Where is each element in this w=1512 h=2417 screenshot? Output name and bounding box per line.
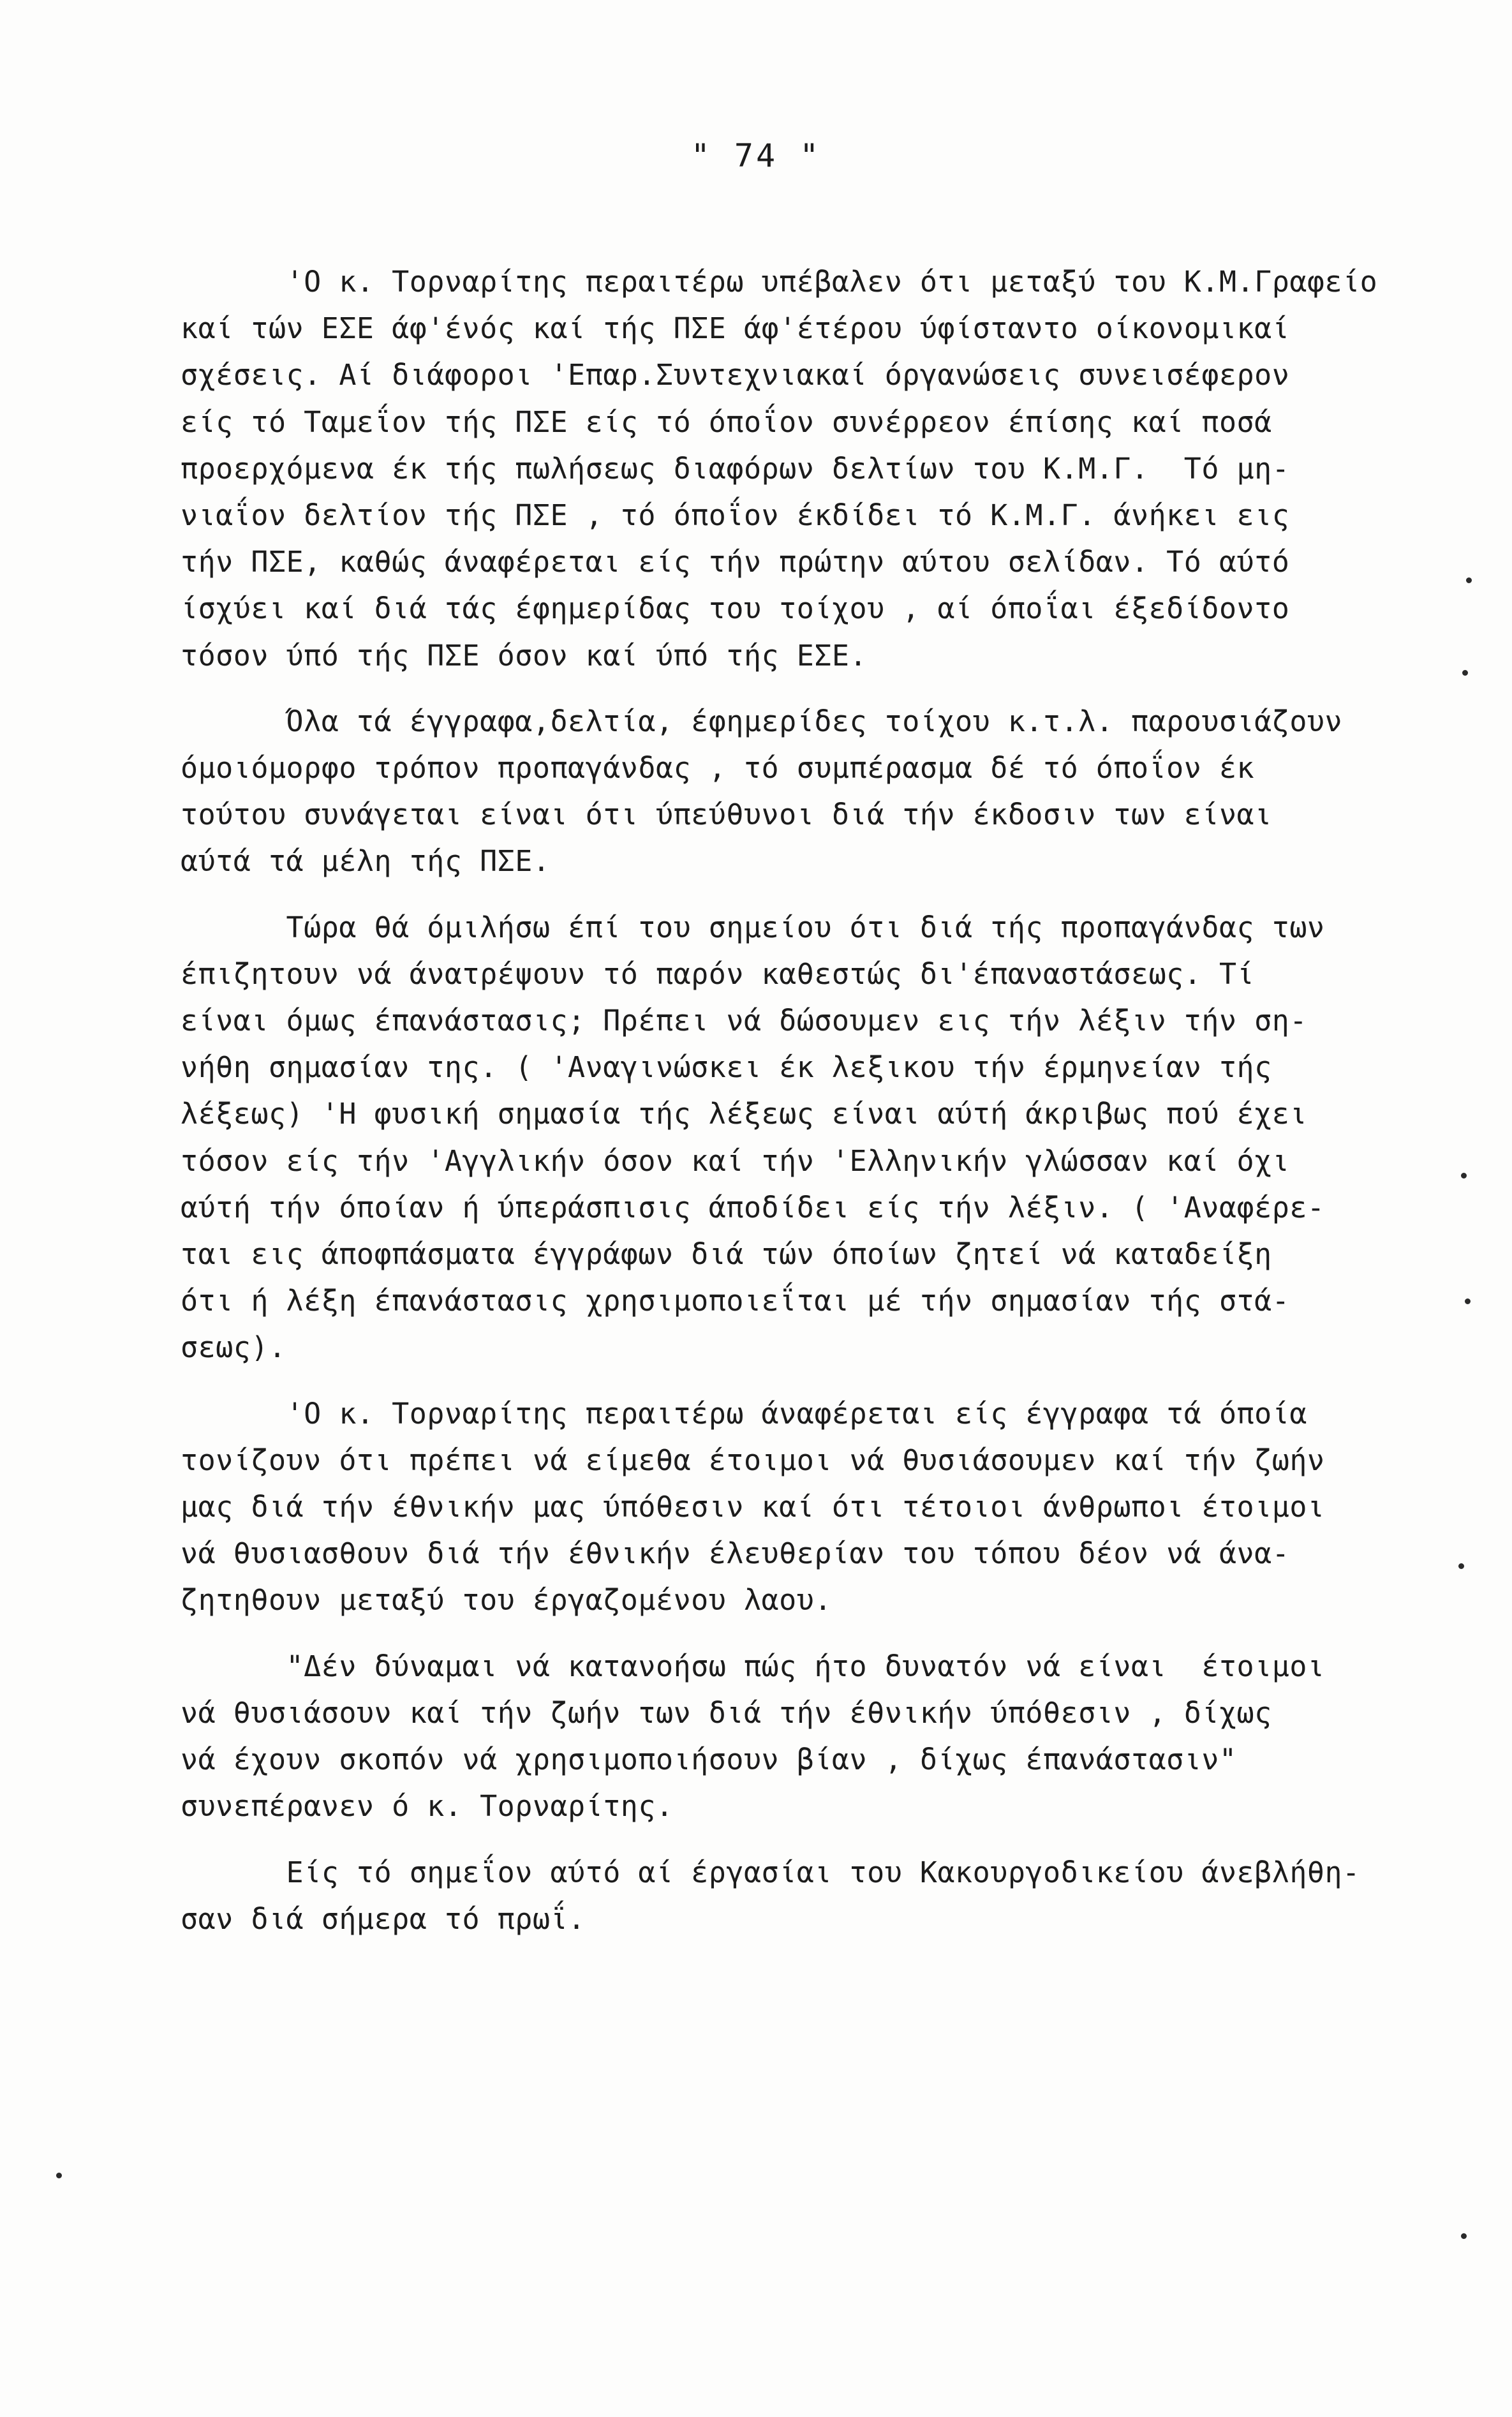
text-line: αύτή τήν όποίαν ή ύπεράσπισις άποδίδει είς τήν λέξιν. ( 'Αναφέρε- <box>181 1190 1325 1224</box>
paragraph-gap <box>181 885 1431 904</box>
text-line: τονίζουν ότι πρέπει νά είμεθα έτοιμοι νά θυσιάσουμεν καί τήν ζωήν <box>181 1443 1325 1477</box>
paragraph-gap <box>181 1371 1431 1390</box>
text-line: μας διά τήν έθνικήν μας ύπόθεσιν καί ότι τέτοιοι άνθρωποι έτοιμοι <box>181 1490 1325 1524</box>
scan-speck <box>1462 670 1468 676</box>
scan-speck <box>1461 2233 1467 2239</box>
text-line: λέξεως) 'Η φυσική σημασία τής λέξεως είναι αύτή άκριβως πού έχει <box>181 1097 1307 1131</box>
scan-speck <box>1458 1563 1464 1569</box>
page-number: " 74 " <box>690 137 822 174</box>
text-line: Όλα τά έγγραφα,δελτία, έφημερίδες τοίχου κ.τ.λ. παρουσιάζουν <box>181 704 1343 738</box>
text-line: αύτά τά μέλη τής ΠΣΕ. <box>181 844 551 879</box>
text-line: νά έχουν σκοπόν νά χρησιμοποιήσουν βίαν , δίχως έπανάστασιν" <box>181 1743 1237 1777</box>
text-line: τήν ΠΣΕ, καθώς άναφέρεται είς τήν πρώτην αύτου σελίδαν. Τό αύτό <box>181 545 1290 579</box>
text-line: σεως). <box>181 1330 286 1365</box>
text-line: ται εις άποφπάσματα έγγράφων διά τών όποίων ζητεί νά καταδείξη <box>181 1237 1272 1272</box>
text-line: νήθη σημασίαν της. ( 'Αναγινώσκει έκ λεξικου τήν έρμηνείαν τής <box>181 1050 1272 1085</box>
document-body <box>181 258 1431 1942</box>
text-line: έπιζητουν νά άνατρέψουν τό παρόν καθεστώς δι'έπαναστάσεως. Τί <box>181 956 1255 991</box>
text-line: Είς τό σημεΐον αύτό αί έργασίαι του Κακουργοδικείου άνεβλήθη- <box>181 1855 1360 1889</box>
paragraph-2 <box>181 698 1431 885</box>
text-line: Τώρα θά όμιλήσω έπί του σημείου ότι διά τής προπαγάνδας των <box>181 910 1325 944</box>
paragraph-gap <box>181 679 1431 698</box>
text-line: είναι όμως έπανάστασις; Πρέπει νά δώσουμεν εις τήν λέξιν τήν ση- <box>181 1004 1307 1038</box>
text-line: 'Ο κ. Τορναρίτης περαιτέρω άναφέρεται είς έγγραφα τά όποία <box>181 1396 1307 1431</box>
text-line: ότι ή λέξη έπανάστασις χρησιμοποιεΐται μέ τήν σημασίαν τής στά- <box>181 1284 1290 1318</box>
text-line: νιαΐον δελτίον τής ΠΣΕ , τό όποΐον έκδίδει τό Κ.Μ.Γ. άνήκει εις <box>181 498 1290 533</box>
text-line: "Δέν δύναμαι νά κατανοήσω πώς ήτο δυνατόν νά είναι έτοιμοι <box>181 1649 1325 1683</box>
text-line: τόσον είς τήν 'Αγγλικήν όσον καί τήν 'Ελληνικήν γλώσσαν καί όχι <box>181 1143 1290 1178</box>
paragraph-1 <box>181 258 1431 679</box>
scan-speck <box>1466 577 1472 583</box>
paragraph-4 <box>181 1390 1431 1624</box>
text-line: τούτου συνάγεται είναι ότι ύπεύθυνοι διά τήν έκδοσιν των είναι <box>181 798 1272 832</box>
text-line: τόσον ύπό τής ΠΣΕ όσον καί ύπό τής ΕΣΕ. <box>181 638 868 673</box>
paragraph-gap <box>181 1624 1431 1643</box>
scan-speck <box>56 2173 62 2178</box>
scan-speck <box>1465 1298 1471 1304</box>
paragraph-5 <box>181 1643 1431 1830</box>
scan-speck <box>1461 1173 1467 1179</box>
text-line: σχέσεις. Αί διάφοροι 'Επαρ.Συντεχνιακαί όργανώσεις συνεισέφερον <box>181 358 1290 392</box>
paragraph-6 <box>181 1849 1431 1942</box>
text-line: 'Ο κ. Τορναρίτης περαιτέρω υπέβαλεν ότι μεταξύ του Κ.Μ.Γραφείο <box>181 265 1378 299</box>
text-line: ίσχύει καί διά τάς έφημερίδας του τοίχου , αί όποΐαι έξεδίδοντο <box>181 591 1290 626</box>
text-line: σαν διά σήμερα τό πρωΐ. <box>181 1901 586 1936</box>
paragraph-gap <box>181 1830 1431 1849</box>
text-line: όμοιόμορφο τρόπον προπαγάνδας , τό συμπέρασμα δέ τό όποΐον έκ <box>181 751 1255 785</box>
text-line: συνεπέρανεν ό κ. Τορναρίτης. <box>181 1789 674 1824</box>
text-line: καί τών ΕΣΕ άφ'ένός καί τής ΠΣΕ άφ'έτέρου ύφίσταντο οίκονομικαί <box>181 311 1290 346</box>
text-line: είς τό Ταμεΐον τής ΠΣΕ είς τό όποΐον συνέρρεον έπίσης καί ποσά <box>181 405 1272 439</box>
text-line: προερχόμενα έκ τής πωλήσεως διαφόρων δελτίων του Κ.Μ.Γ. Τό μη- <box>181 451 1290 486</box>
text-line: ζητηθουν μεταξύ του έργαζομένου λαου. <box>181 1583 832 1618</box>
paragraph-3 <box>181 904 1431 1371</box>
text-line: νά θυσιάσουν καί τήν ζωήν των διά τήν έθνικήν ύπόθεσιν , δίχως <box>181 1695 1272 1730</box>
text-line: νά θυσιασθουν διά τήν έθνικήν έλευθερίαν του τόπου δέον νά άνα- <box>181 1536 1290 1571</box>
